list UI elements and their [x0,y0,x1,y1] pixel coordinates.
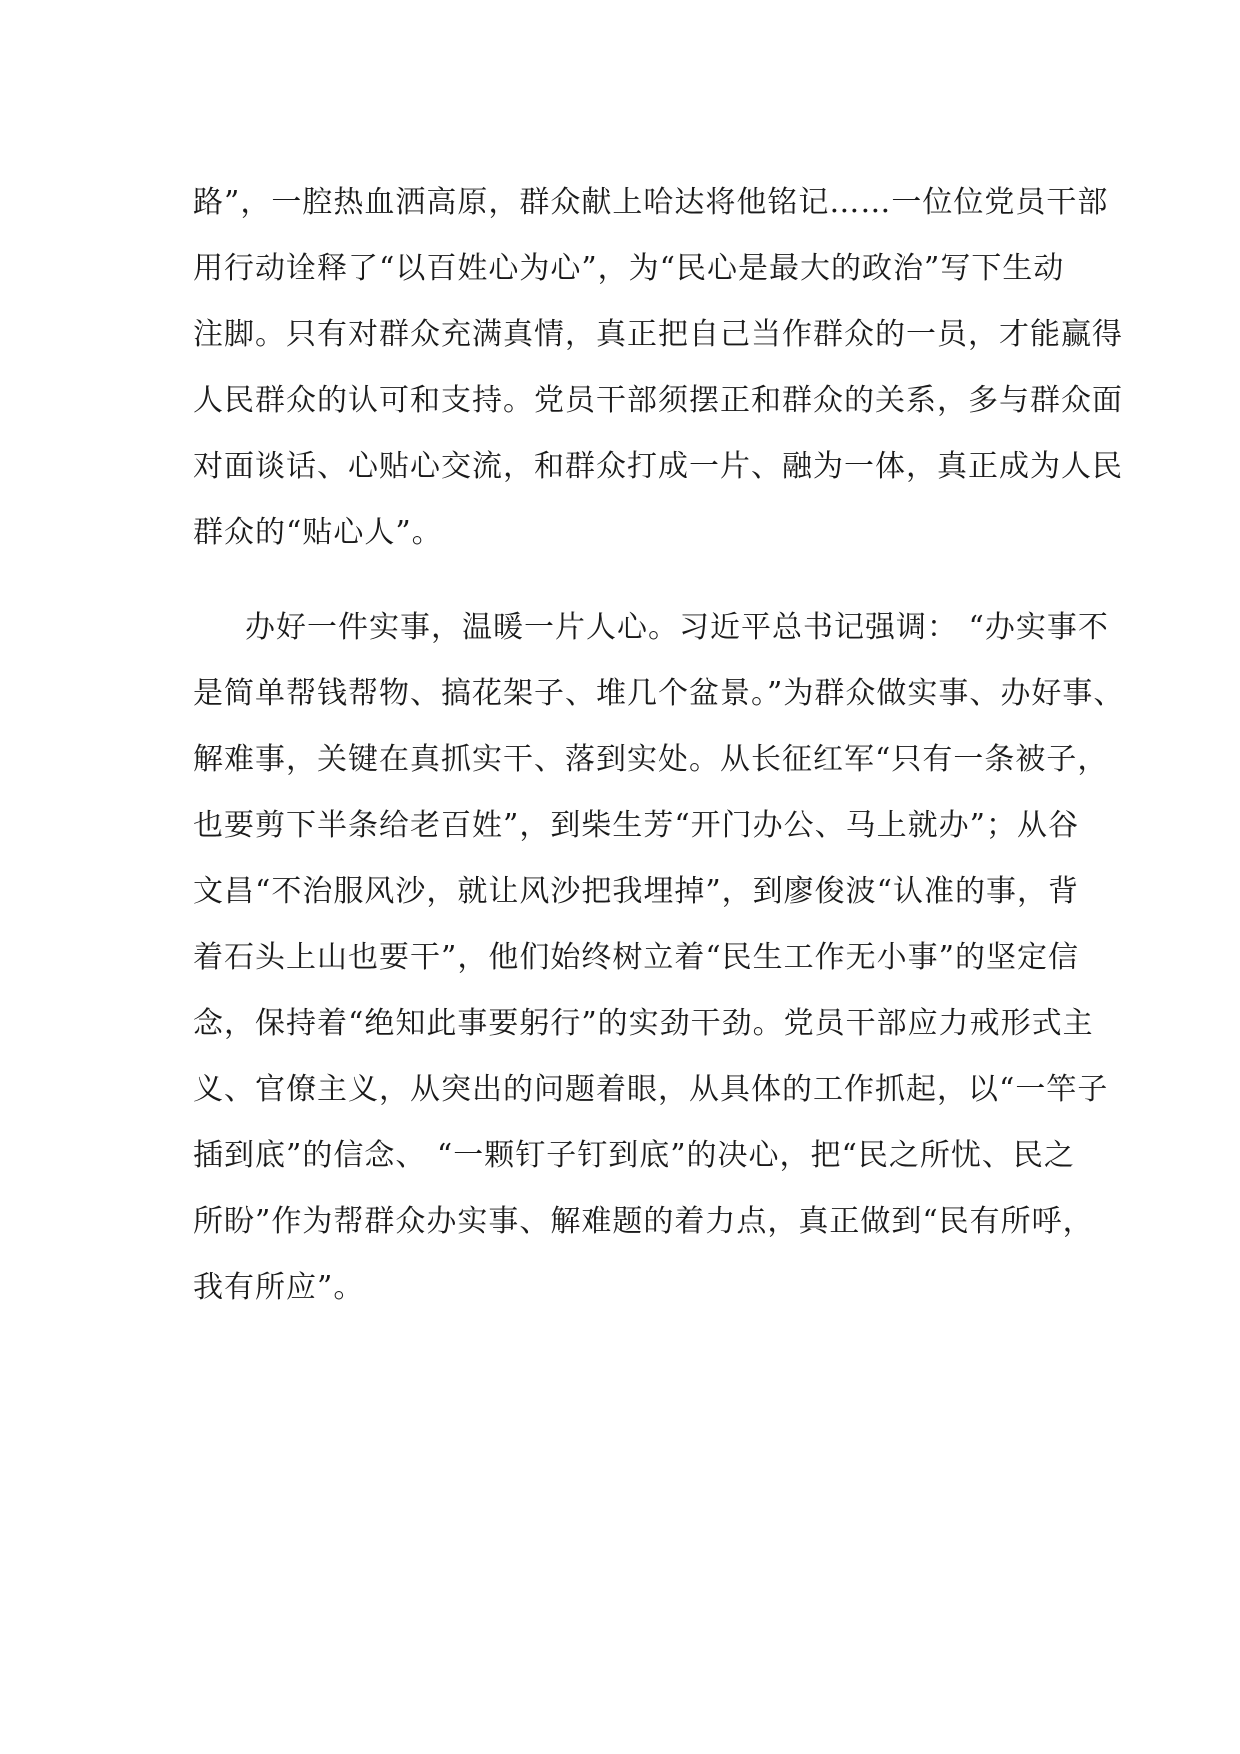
text-line: 用行动诠释了“以百姓心为心”，为“民心是最大的政治”写下生动 [193,251,1065,286]
paragraph-2 [193,595,1125,1321]
text-line: 人民群众的认可和支持。党员干部须摆正和群众的关系，多与群众面 [193,383,1123,418]
text-line: 解难事，关键在真抓实干、落到实处。从长征红军“只有一条被子， [193,742,1109,777]
text-line: 办好一件实事，温暖一片人心。习近平总书记强调： “办实事不 [245,610,1109,645]
text-line: 插到底”的信念、 “一颗钉子钉到底”的决心，把“民之所忧、民之 [193,1138,1075,1173]
text-line: 注脚。只有对群众充满真情，真正把自己当作群众的一员，才能赢得 [193,317,1123,352]
text-line: 路”，一腔热血洒高原，群众献上哈达将他铭记……一位位党员干部 [193,185,1109,220]
text-line: 我有所应”。 [193,1270,365,1305]
text-line: 念，保持着“绝知此事要躬行”的实劲干劲。党员干部应力戒形式主 [193,1006,1094,1041]
text-line: 对面谈话、心贴心交流，和群众打成一片、融为一体，真正成为人民 [193,449,1123,484]
text-line: 义、官僚主义，从突出的问题着眼，从具体的工作抓起，以“一竿子 [193,1072,1109,1107]
text-line: 群众的“贴心人”。 [193,515,443,550]
text-line: 也要剪下半条给老百姓”，到柴生芳“开门办公、马上就办”；从谷 [193,808,1080,843]
text-line: 着石头上山也要干”，他们始终树立着“民生工作无小事”的坚定信 [193,940,1080,975]
text-line: 文昌“不治服风沙，就让风沙把我埋掉”，到廖俊波“认准的事，背 [193,874,1080,909]
text-line: 所盼”作为帮群众办实事、解难题的着力点，真正做到“民有所呼， [193,1204,1094,1239]
paragraph-1 [193,170,1123,566]
text-line: 是简单帮钱帮物、搞花架子、堆几个盆景。”为群众做实事、办好事、 [193,676,1125,711]
